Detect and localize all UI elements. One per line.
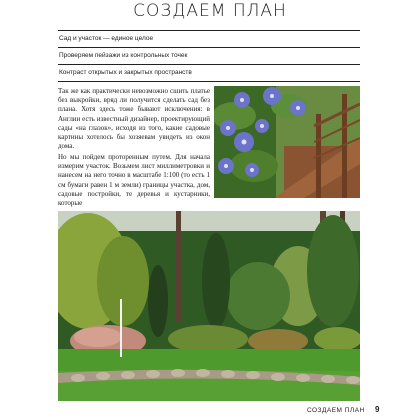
garden-photo: [58, 211, 360, 401]
page-title: СОЗДАЕМ ПЛАН: [133, 1, 287, 21]
page-footer: [307, 405, 380, 414]
page-number: 9: [375, 405, 380, 414]
toc-item: Сад и участок — единое целое: [58, 30, 360, 48]
clematis-photo: [214, 86, 360, 198]
section-contents-list: [58, 30, 360, 82]
running-footer-title: СОЗДАЕМ ПЛАН: [306, 407, 365, 414]
toc-item: Проверяем пейзажи из контрольных точек: [58, 48, 360, 65]
body-paragraph: Но мы пойдем проторенным путем. Для начала измерим участок. Возьмем лист миллиметровки и нанесем на него точно в масштабе 1:100 (то есть 1 см бумаги равен 1 м земли) границы участка, дом, садовые постройки, те деревья и кустарники, которые: [58, 153, 210, 208]
toc-item: Контраст открытых и закрытых пространств: [58, 65, 360, 82]
body-paragraph: Так же как практически невозможно сшить платье без выкройки, вряд ли получится сделать сад без плана. Хотя здесь тоже бывают исключения: в Англии есть известный дизайнер, проектирующий сады «на глазок», исходя из того, какие садовые картины хотелось бы хозяевам увидеть из окон дома.: [58, 87, 210, 151]
